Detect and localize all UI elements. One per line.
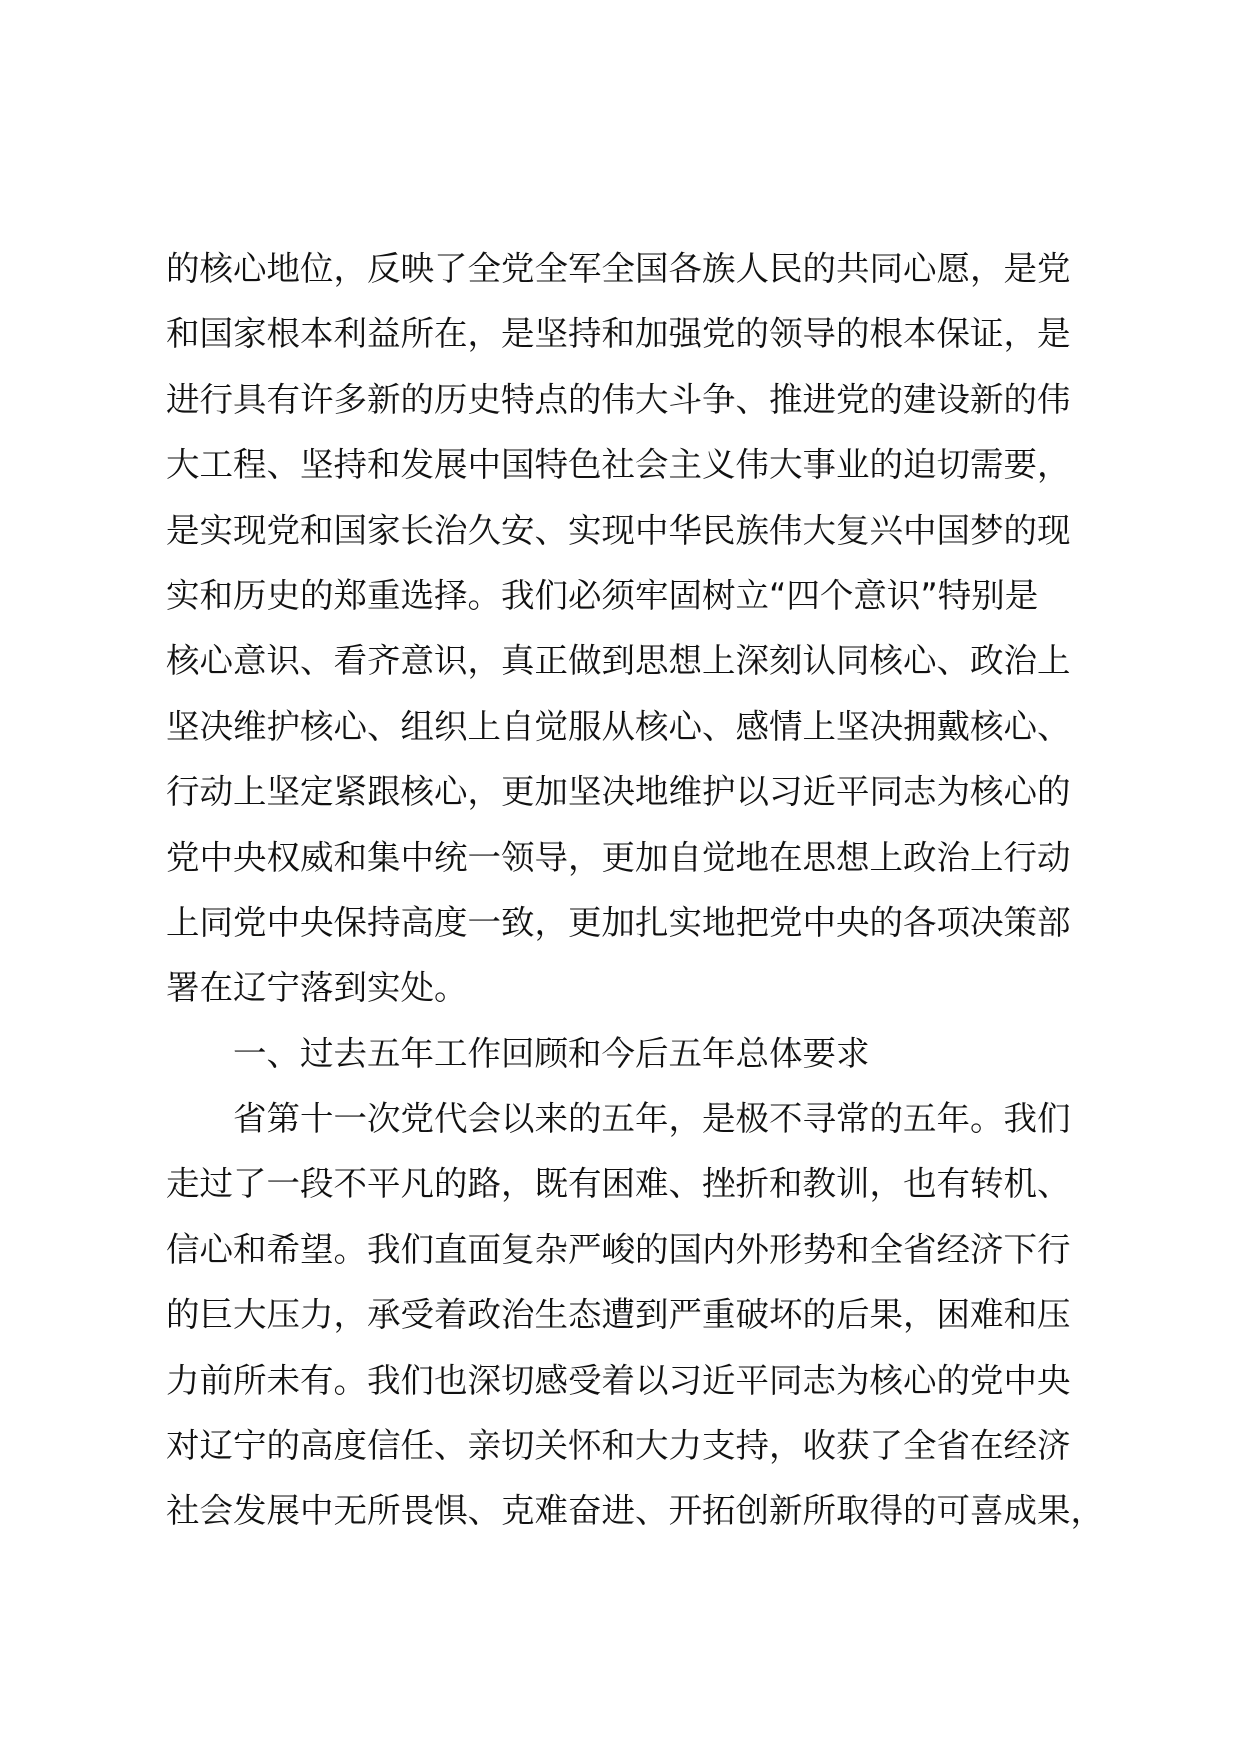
- text-line: 对辽宁的高度信任、亲切关怀和大力支持，收获了全省在经济: [166, 1426, 1071, 1466]
- text-line: 省第十一次党代会以来的五年，是极不寻常的五年。我们: [233, 1099, 1071, 1139]
- text-line: 党中央权威和集中统一领导，更加自觉地在思想上政治上行动: [166, 837, 1071, 877]
- text-line: 行动上坚定紧跟核心，更加坚决地维护以习近平同志为核心的: [166, 772, 1071, 812]
- text-line: 的巨大压力，承受着政治生态遭到严重破坏的后果，困难和压: [166, 1295, 1071, 1335]
- text-line: 社会发展中无所畏惧、克难奋进、开拓创新所取得的可喜成果，: [166, 1491, 1104, 1531]
- text-line: 是实现党和国家长治久安、实现中华民族伟大复兴中国梦的现: [166, 510, 1071, 550]
- text-line: 坚决维护核心、组织上自觉服从核心、感情上坚决拥戴核心、: [166, 706, 1071, 746]
- text-line: 上同党中央保持高度一致，更加扎实地把党中央的各项决策部: [166, 902, 1071, 942]
- text-line: 实和历史的郑重选择。我们必须牢固树立“四个意识”特别是: [166, 575, 1039, 615]
- text-line: 大工程、坚持和发展中国特色社会主义伟大事业的迫切需要，: [166, 445, 1071, 485]
- text-line: 署在辽宁落到实处。: [166, 968, 468, 1008]
- text-line: 力前所未有。我们也深切感受着以习近平同志为核心的党中央: [166, 1360, 1071, 1400]
- text-line: 走过了一段不平凡的路，既有困难、挫折和教训，也有转机、: [166, 1164, 1071, 1204]
- text-line: 的核心地位，反映了全党全军全国各族人民的共同心愿，是党: [166, 249, 1071, 288]
- text-line: 和国家根本利益所在，是坚持和加强党的领导的根本保证，是: [166, 314, 1071, 354]
- section-heading: 一、过去五年工作回顾和今后五年总体要求: [233, 1033, 870, 1073]
- text-line: 核心意识、看齐意识，真正做到思想上深刻认同核心、政治上: [166, 641, 1071, 681]
- text-line: 信心和希望。我们直面复杂严峻的国内外形势和全省经济下行: [166, 1229, 1071, 1269]
- text-line: 进行具有许多新的历史特点的伟大斗争、推进党的建设新的伟: [166, 379, 1071, 419]
- body-text: [166, 236, 1126, 1544]
